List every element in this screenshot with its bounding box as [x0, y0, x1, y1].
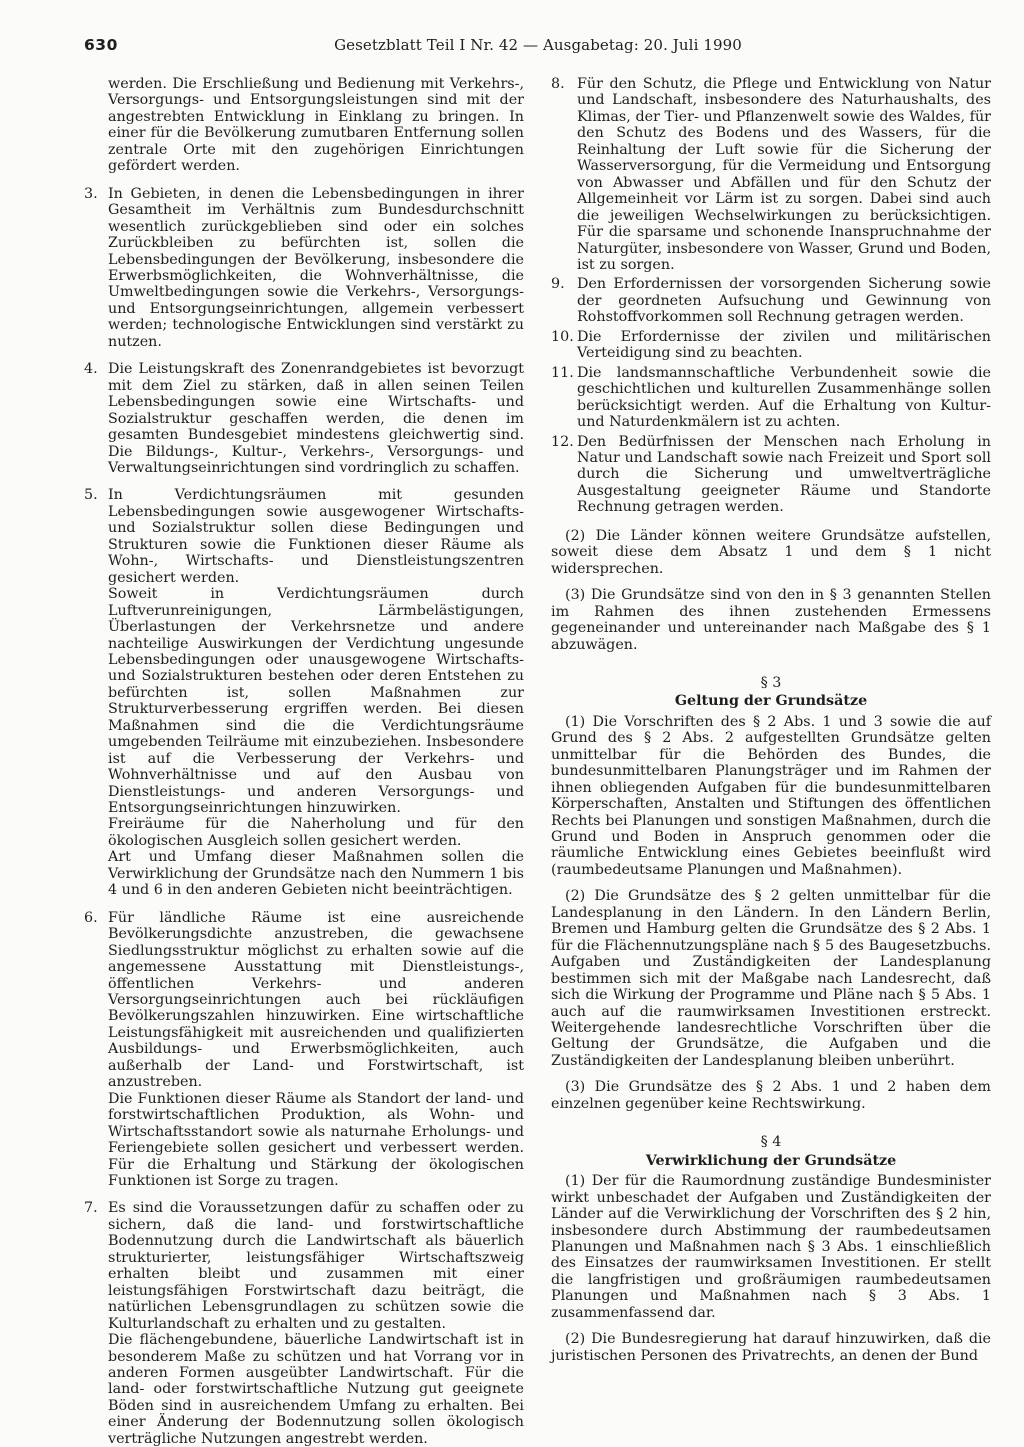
item-text: Die landsmannschaftliche Verbundenheit sowie die geschichtlichen und kulturellen Zusammenhänge sollen berücksichtigt werden. Auf die Erhaltung von Kultur- und Naturdenkmälern ist zu achten. [577, 364, 991, 431]
list-item-6 [84, 910, 524, 1190]
page-number: 630 [84, 36, 118, 54]
list-item-10 [551, 329, 991, 362]
item-text: Für den Schutz, die Pflege und Entwicklung von Natur und Landschaft, insbesondere des Naturhaushalts, des Klimas, der Tier- und Pflanzenwelt sowie des Waldes, für den Schutz des Bodens und des Wassers, für die Reinhaltung der Luft sowie für die Sicherung der Wasserversorgung, für die Vermeidung und Entsorgung von Abwasser und Abfällen und für den Schutz der Allgemeinheit vor Lärm ist zu sorgen. Dabei sind auch die jeweiligen Wechselwirkungen zu berücksichtigen. Für die sparsame und schonende Inanspruchnahme der Naturgüter, insbesondere von Wasser, Grund und Boden, ist zu sorgen. [577, 76, 991, 273]
item-2-continuation: werden. Die Erschließung und Bedienung mit Verkehrs-, Versorgungs- und Entsorgungsleistungen sind mit der angestrebten Entwicklung in Einklang zu bringen. In einer für die Bevölkerung zumutbaren Entfernung sollen zentrale Orte mit den zugehörigen Einrichtungen gefördert werden. [108, 76, 524, 175]
section-symbol-3: § 3 [760, 674, 782, 691]
item-text: Die flächengebundene, bäuerliche Landwirtschaft ist in besonderem Maße zu schützen und hat Vorrang vor in anderen Formen ausgeübter Landwirtschaft. Für die land- oder forstwirtschaftliche Nutzung gut geeignete Böden sind in ausreichendem Umfang zu erhalten. Bei einer Änderung der Bodennutzung sollen ökologisch verträgliche Nutzungen angestrebt werden. [108, 1332, 524, 1447]
item-text: Die Leistungskraft des Zonenrandgebietes ist bevorzugt mit dem Ziel zu stärken, daß in allen seinen Teilen Lebensbedingungen sowie eine Wirtschafts- und Sozialstruktur geschaffen werden, die denen im gesamten Bundesgebiet mindestens gleichwertig sind. Die Bildungs-, Kultur-, Verkehrs-, Versorgungs- und Verwaltungseinrichtungen sind vordringlich zu schaffen. [108, 361, 524, 476]
item-text: In Verdichtungsräumen mit gesunden Lebensbedingungen sowie ausgewogener Wirtschafts- und Sozialstruktur sollen diese Bedingungen und Strukturen sowie die Funktionen dieser Räume als Wohn-, Wirtschafts- und Dienstleistungszentren gesichert werden. [108, 487, 524, 586]
page-header [0, 0, 1024, 60]
item-number: 11. [551, 364, 574, 381]
item-text: In Gebieten, in denen die Lebensbedingungen in ihrer Gesamtheit im Verhältnis zum Bundesdurchschnitt wesentlich zurückgeblieben sind oder ein solches Zurückbleiben zu befürchten ist, sollen die Lebensbedingungen der Bevölkerung, insbesondere die Erwerbsmöglichkeiten, die Wohnverhältnisse, die Umweltbedingungen sowie die Verkehrs-, Versorgungs- und Entsorgungseinrichtungen, allgemein verbessert werden; technologische Entwicklungen sind verstärkt zu nutzen. [108, 185, 524, 350]
section-symbol-4: § 4 [760, 1134, 782, 1151]
item-number: 8. [551, 76, 565, 92]
list-item-3 [84, 186, 524, 351]
item-text: Freiräume für die Naherholung und für den ökologischen Ausgleich sollen gesichert werden. [108, 816, 524, 849]
item-text: Art und Umfang dieser Maßnahmen sollen die Verwirklichung der Grundsätze nach den Nummern 1 bis 4 und 6 in den anderen Gebieten nicht beeinträchtigen. [108, 849, 524, 899]
item-number: 12. [551, 433, 574, 450]
item-number: 9. [551, 276, 565, 293]
list-item-7 [84, 1200, 524, 1447]
running-title: Gesetzblatt Teil I Nr. 42 — Ausgabetag: 20. Juli 1990 [334, 36, 742, 54]
list-item-5 [84, 487, 524, 898]
section-4-paragraph-1: (1) Der für die Raumordnung zuständige Bundesminister wirkt unbeschadet der Aufgaben und Zuständigkeiten der Länder auf die Verwirklichung der Vorschriften des § 2 hin, insbesondere durch Abstimmung der raumbedeutsamen Planungen und Maßnahmen nach § 3 Abs. 1 einschließlich des Einsatzes der raumwirksamen Investitionen. Er stellt die langfristigen und großräumigen raumbedeutsamen Planungen und Maßnahmen nach § 3 Abs. 1 zusammenfassend dar. [551, 1173, 991, 1321]
item-number: 3. [84, 185, 98, 202]
section-4-paragraph-2: (2) Die Bundesregierung hat darauf hinzuwirken, daß die juristischen Personen des Privatrechts, an denen der Bund [551, 1331, 991, 1364]
item-number: 5. [84, 487, 98, 504]
item-text: Soweit in Verdichtungsräumen durch Luftverunreinigungen, Lärmbelästigungen, Überlastungen der Verkehrsnetze und andere nachteilige Auswirkungen der Verdichtung ungesunde Lebensbedingungen oder unausgewogene Wirtschafts- und Sozialstrukturen bestehen oder deren Entstehen zu befürchten ist, sollen Maßnahmen zur Strukturverbesserung ergriffen werden. Bei diesen Maßnahmen sind die die Verdichtungsräume umgebenden Teilräume mit einzubeziehen. Insbesondere ist auf die Verbesserung der Verkehrs- und Wohnverhältnisse und auf den Ausbau von Dienstleistungs- und anderen Versorgungs- und Entsorgungseinrichtungen hinzuwirken. [108, 586, 524, 817]
right-column [551, 76, 991, 1364]
item-text: Den Bedürfnissen der Menschen nach Erholung in Natur und Landschaft sowie nach Freizeit und Sport soll durch die Sicherung und umweltverträgliche Ausgestaltung geeigneter Räume und Standorte Rechnung getragen werden. [577, 433, 991, 516]
item-text: Den Erfordernissen der vorsorgenden Sicherung sowie der geordneten Aufsuchung und Gewinnung von Rohstoffvorkommen soll Rechnung getragen werden. [577, 276, 991, 326]
list-item-2-continued [84, 76, 524, 175]
section-heading-4: Verwirklichung der Grundsätze [645, 1152, 897, 1169]
section-3-paragraph-3: (3) Die Grundsätze des § 2 Abs. 1 und 2 haben dem einzelnen gegenüber keine Rechtswirkung. [551, 1079, 991, 1112]
paragraph-3: (3) Die Grundsätze sind von den in § 3 genannten Stellen im Rahmen des ihnen zustehenden Ermessens gegeneinander und untereinander nach Maßgabe des § 1 abzuwägen. [551, 587, 991, 653]
list-item-4 [84, 361, 524, 476]
item-text: Für ländliche Räume ist eine ausreichende Bevölkerungsdichte anzustreben, die gewachsene Siedlungsstruktur möglichst zu erhalten sowie auf die angemessene Ausstattung mit Dienstleistungs-, öffentlichen Verkehrs- und anderen Versorgungseinrichtungen auch bei rückläufigen Bevölkerungszahlen hinzuwirken. Eine wirtschaftliche Leistungsfähigkeit mit ausreichenden und qualifizierten Ausbildungs- und Erwerbsmöglichkeiten, auch außerhalb der Land- und Forstwirtschaft, ist anzustreben. [108, 909, 524, 1091]
list-item-9 [551, 276, 991, 325]
section-3-paragraph-2: (2) Die Grundsätze des § 2 gelten unmittelbar für die Landesplanung in den Ländern. In den Ländern Berlin, Bremen und Hamburg gelten die Grundsätze des § 2 Abs. 1 für die Flächennutzungspläne nach § 5 des Baugesetzbuchs. Aufgaben und Zuständigkeiten der Landesplanung bestimmen sich mit der Maßgabe nach Landesrecht, daß sich die Wirkung der Programme und Pläne nach § 5 Abs. 1 auch auf die raumwirksamen Investitionen erstreckt. Weitergehende landesrechtliche Vorschriften über die Geltung der Grundsätze, die Aufgaben und die Zuständigkeiten der Landesplanung bleiben unberührt. [551, 888, 991, 1069]
item-number: 4. [84, 361, 98, 378]
left-column [84, 76, 524, 1447]
list-item-11 [551, 365, 991, 431]
item-text: Die Erfordernisse der zivilen und militärischen Verteidigung sind zu beachten. [577, 328, 991, 362]
list-item-8 [551, 76, 991, 273]
paragraph-2: (2) Die Länder können weitere Grundsätze aufstellen, soweit diese dem Absatz 1 und dem § 1 nicht widersprechen. [551, 527, 991, 577]
list-item-12 [551, 434, 991, 516]
section-heading-3: Geltung der Grundsätze [674, 693, 868, 710]
item-text: Es sind die Voraussetzungen dafür zu schaffen oder zu sichern, daß die land- und forstwirtschaftliche Bodennutzung durch die Landwirtschaft als bäuerlich strukturierter, leistungsfähiger Wirtschaftszweig erhalten bleibt und zusammen mit einer leistungsfähigen Forstwirtschaft dazu beiträgt, die natürlichen Lebensgrundlagen zu schützen sowie die Kulturlandschaft zu erhalten und zu gestalten. [108, 1200, 524, 1332]
item-number: 10. [551, 328, 574, 345]
item-number: 6. [84, 909, 98, 926]
section-3-paragraph-1: (1) Die Vorschriften des § 2 Abs. 1 und 3 sowie die auf Grund des § 2 Abs. 2 aufgestellten Grundsätze gelten unmittelbar für die Behörden des Bundes, die bundesunmittelbaren Planungsträger und im Rahmen der ihnen obliegenden Aufgaben für die bundesunmittelbaren Körperschaften, Anstalten und Stiftungen des öffentlichen Rechts bei Planungen und sonstigen Maßnahmen, durch die Grund und Boden in Anspruch genommen oder die räumliche Entwicklung eines Gebietes beeinflußt wird (raumbedeutsame Planungen und Maßnahmen). [551, 713, 991, 878]
item-number: 7. [84, 1200, 98, 1217]
item-text: Die Funktionen dieser Räume als Standort der land- und forstwirtschaftlichen Produktion, als Wohn- und Wirtschaftsstandort sowie als naturnahe Erholungs- und Feriengebiete sollen gesichert und verbessert werden. Für die Erhaltung und Stärkung der ökologischen Funktionen ist Sorge zu tragen. [108, 1090, 524, 1189]
